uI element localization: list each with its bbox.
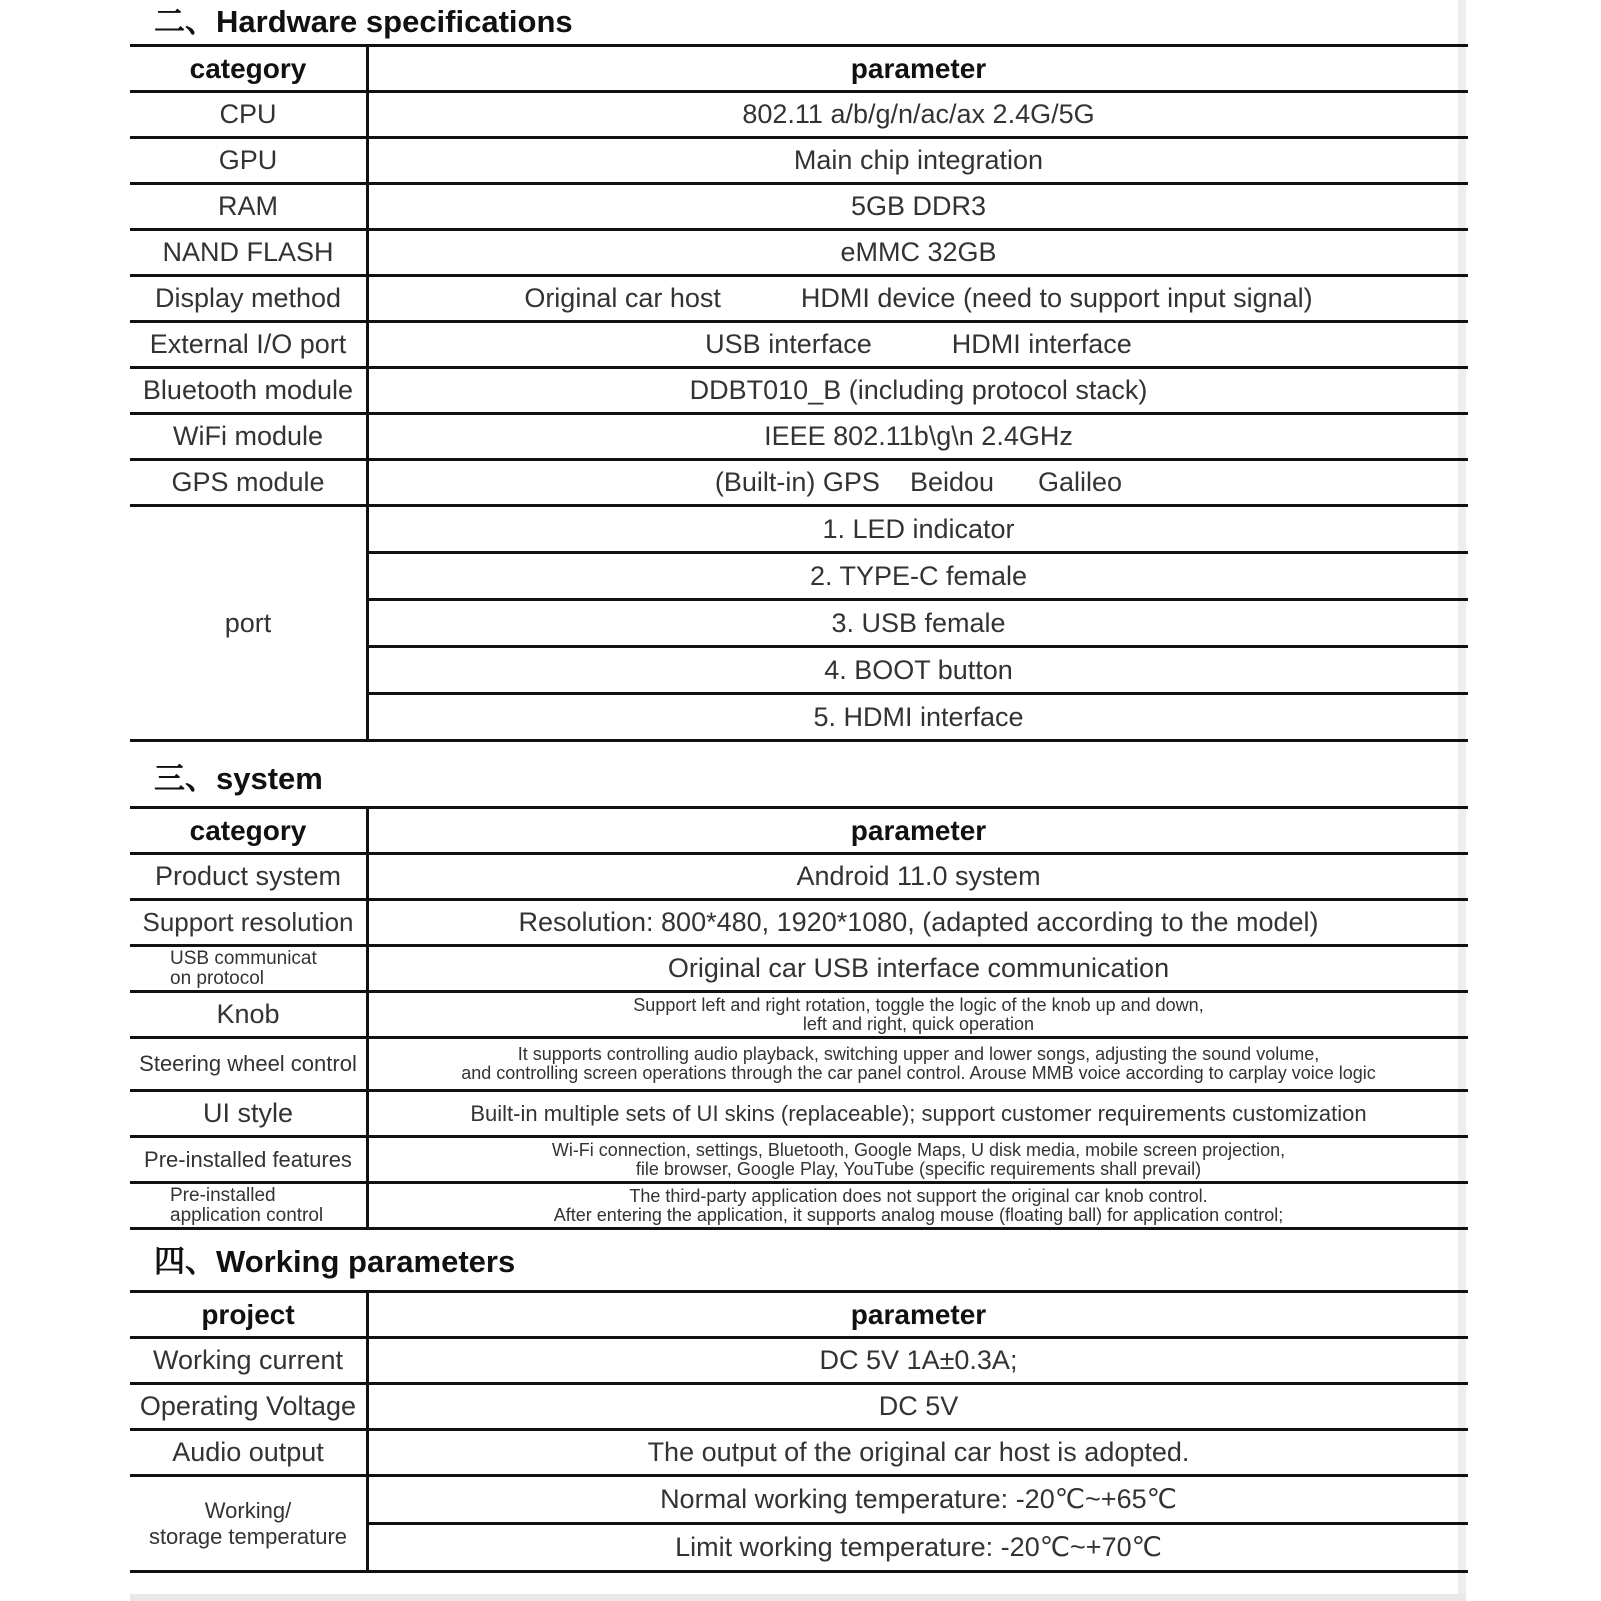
- header-category: category: [130, 46, 368, 92]
- row-label: External I/O port: [130, 322, 368, 368]
- row-value: [368, 322, 1469, 368]
- row-value: [368, 1137, 1469, 1183]
- row-label: port: [130, 506, 368, 741]
- label-line: Working/: [204, 1497, 292, 1523]
- row-value: Limit working temperature: -20℃~+70℃: [368, 1524, 1469, 1572]
- row-value: DDBT010_B (including protocol stack): [368, 368, 1469, 414]
- row-label: Operating Voltage: [130, 1384, 368, 1430]
- value-part: Galileo: [1038, 467, 1123, 497]
- table-row: [130, 368, 1468, 414]
- row-value: DC 5V: [368, 1384, 1469, 1430]
- row-value: Normal working temperature: -20℃~+65℃: [368, 1476, 1469, 1524]
- table-row: [130, 854, 1468, 900]
- row-value: [368, 1183, 1469, 1229]
- row-label: NAND FLASH: [130, 230, 368, 276]
- working-section-title: 四、Working parameters: [154, 1244, 516, 1279]
- row-value: Main chip integration: [368, 138, 1469, 184]
- working-spec-table: [130, 1290, 1468, 1573]
- header-project: project: [130, 1292, 368, 1338]
- row-label: Steering wheel control: [130, 1038, 368, 1091]
- row-label: GPS module: [130, 460, 368, 506]
- row-value: Resolution: 800*480, 1920*1080, (adapted according to the model): [368, 900, 1469, 946]
- table-row: [130, 1183, 1468, 1229]
- port-item: 5. HDMI interface: [368, 694, 1469, 741]
- table-row: [130, 1338, 1468, 1384]
- table-row: [130, 322, 1468, 368]
- row-label: WiFi module: [130, 414, 368, 460]
- row-label: UI style: [130, 1091, 368, 1137]
- value-part: USB interface: [705, 329, 872, 359]
- row-value: eMMC 32GB: [368, 230, 1469, 276]
- row-label: [130, 1183, 368, 1229]
- port-item: 1. LED indicator: [368, 506, 1469, 553]
- value-line: file browser, Google Play, YouTube (specific requirements shall prevail): [635, 1158, 1202, 1179]
- value-line: and controlling screen operations through the car panel control. Arouse MMB voice according to carplay voice logic: [461, 1063, 1376, 1083]
- row-label: [130, 946, 368, 992]
- value-line: Wi-Fi connection, settings, Bluetooth, Google Maps, U disk media, mobile screen projection,: [551, 1139, 1286, 1160]
- value-line: The third-party application does not support the original car knob control.: [629, 1185, 1208, 1206]
- value-part: HDMI interface: [951, 329, 1132, 359]
- hardware-spec-table: [130, 44, 1468, 742]
- row-label: Support resolution: [130, 900, 368, 946]
- port-item: 4. BOOT button: [368, 647, 1469, 694]
- table-header-row: [130, 1292, 1468, 1338]
- table-row: [130, 138, 1468, 184]
- row-label: Product system: [130, 854, 368, 900]
- table-row: [130, 1384, 1468, 1430]
- row-value: [368, 276, 1469, 322]
- table-row: [130, 1091, 1468, 1137]
- table-row: [130, 184, 1468, 230]
- row-label: Knob: [130, 992, 368, 1038]
- bottom-band: [130, 1594, 1466, 1601]
- row-label: Display method: [130, 276, 368, 322]
- row-label: Pre-installed features: [130, 1137, 368, 1183]
- value-line: It supports controlling audio playback, switching upper and lower songs, adjusting the sound volume,: [517, 1044, 1320, 1064]
- table-row: [130, 230, 1468, 276]
- system-section-title: 三、system: [154, 761, 323, 796]
- table-row: [130, 946, 1468, 992]
- table-row: [130, 92, 1468, 138]
- value-part: Beidou: [909, 467, 995, 497]
- hardware-section-title: 二、Hardware specifications: [154, 4, 573, 39]
- table-row: [130, 414, 1468, 460]
- label-line: storage temperature: [148, 1523, 348, 1549]
- label-line: application control: [170, 1204, 324, 1226]
- row-label: Bluetooth module: [130, 368, 368, 414]
- port-item: 2. TYPE-C female: [368, 553, 1469, 600]
- port-item: 3. USB female: [368, 600, 1469, 647]
- row-label: Working current: [130, 1338, 368, 1384]
- value-line: left and right, quick operation: [802, 1013, 1035, 1034]
- table-row: [130, 900, 1468, 946]
- row-label: CPU: [130, 92, 368, 138]
- row-value: DC 5V 1A±0.3A;: [368, 1338, 1469, 1384]
- row-value: Built-in multiple sets of UI skins (replaceable); support customer requirements customization: [368, 1091, 1469, 1137]
- row-value: 5GB DDR3: [368, 184, 1469, 230]
- row-value: Original car USB interface communication: [368, 946, 1469, 992]
- table-row: [130, 276, 1468, 322]
- table-row: [130, 1038, 1468, 1091]
- value-line: After entering the application, it supports analog mouse (floating ball) for application control;: [553, 1204, 1284, 1225]
- port-row: [130, 506, 1468, 553]
- table-row: [130, 460, 1468, 506]
- header-parameter: parameter: [368, 808, 1469, 854]
- table-row: [130, 1430, 1468, 1476]
- header-parameter: parameter: [368, 1292, 1469, 1338]
- row-value: [368, 992, 1469, 1038]
- row-value: 802.11 a/b/g/n/ac/ax 2.4G/5G: [368, 92, 1469, 138]
- row-label: RAM: [130, 184, 368, 230]
- row-label: GPU: [130, 138, 368, 184]
- value-line: Support left and right rotation, toggle the logic of the knob up and down,: [633, 994, 1204, 1015]
- label-line: on protocol: [170, 967, 265, 989]
- header-category: category: [130, 808, 368, 854]
- row-value: Android 11.0 system: [368, 854, 1469, 900]
- header-parameter: parameter: [368, 46, 1469, 92]
- value-part: HDMI device (need to support input signal): [800, 283, 1313, 313]
- value-part: (Built-in) GPS: [714, 467, 880, 497]
- label-line: USB communicat: [170, 947, 317, 969]
- row-value: [368, 460, 1469, 506]
- row-value: The output of the original car host is adopted.: [368, 1430, 1469, 1476]
- row-label: [130, 1476, 368, 1572]
- value-part: Original car host: [524, 283, 721, 313]
- table-header-row: [130, 808, 1468, 854]
- row-value: IEEE 802.11b\g\n 2.4GHz: [368, 414, 1469, 460]
- table-row: [130, 992, 1468, 1038]
- row-value: [368, 1038, 1469, 1091]
- table-header-row: [130, 46, 1468, 92]
- table-row: [130, 1476, 1468, 1524]
- row-label: Audio output: [130, 1430, 368, 1476]
- label-line: Pre-installed: [170, 1184, 276, 1206]
- system-spec-table: [130, 806, 1468, 1230]
- table-row: [130, 1137, 1468, 1183]
